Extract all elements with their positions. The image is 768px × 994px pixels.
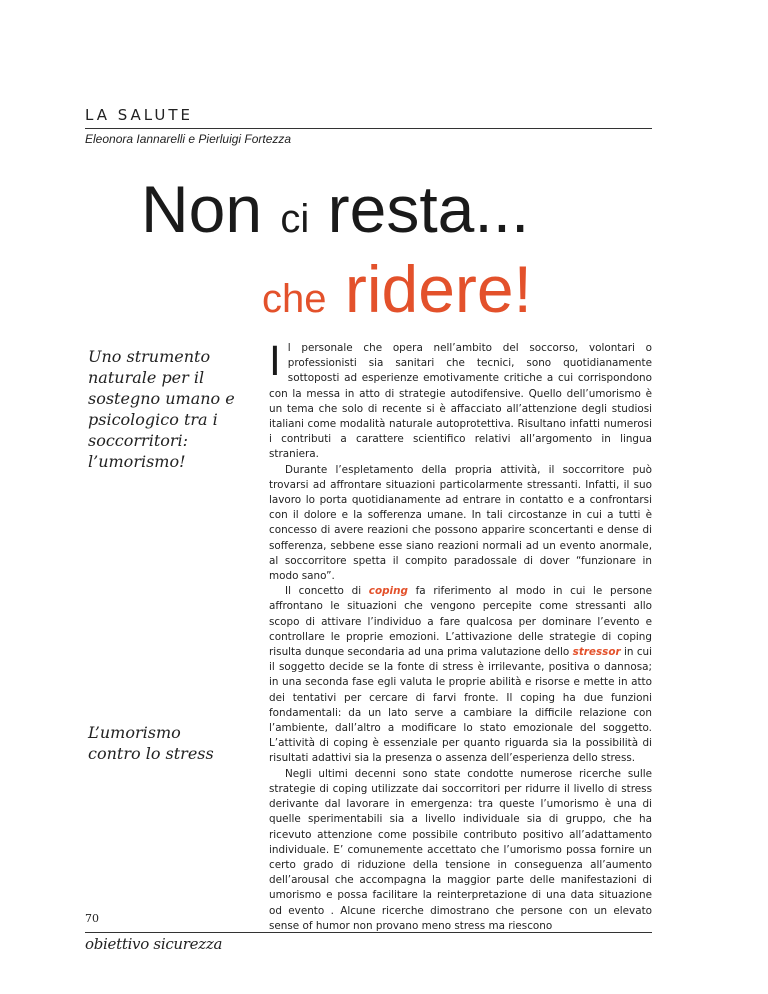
drop-cap: I	[269, 339, 281, 385]
sidebar-pull-quote: Uno strumento naturale per il sostegno umano e psicologico tra i soccorritori: l’umorismo!	[88, 347, 235, 471]
sidebar-subheading: L’umorismo contro lo stress	[88, 723, 214, 763]
article-title-line-1	[141, 172, 529, 256]
header-divider	[85, 128, 652, 129]
article-body	[269, 341, 652, 934]
article-authors: Eleonora Iannarelli e Pierluigi Fortezza	[85, 132, 292, 146]
paragraph-text: in cui il soggetto decide se la fonte di stress è irrilevante, positiva o dannosa; in una seconda fase egli valuta le proprie abilità e risorse e mette in atto dei tentativi per cercare di farvi fronte. Il coping ha due funzioni fondamentali: da un lato serve a cambiare la difficile relazione con l’ambiente, dall’altro a modificare lo stato emozionale del soggetto. L’attività di coping è essenziale per quanto riguarda sia la possibilità di risultati adattivi sia la presenza o assenza dell’esperienza dello stress.	[269, 646, 653, 765]
article-title-line-2	[262, 252, 532, 336]
keyword-coping: coping	[368, 585, 408, 598]
paragraph-text: Il concetto di	[285, 585, 369, 598]
paragraph-text: l personale che opera nell’ambito del soccorso, volontari o professionisti sia sanitari che tecnici, sono quotidianamente sottoposti ad esperienze emotivamente critiche a cui corrispondono con la messa in atto di strategie autodifensive. Quello dell’umorismo è un tema che solo di recente si è affacciato all’attenzione degli studiosi italiani come modalità naturale autoprotettiva. Risultano infatti numerosi i contributi a carattere scientifico relativi all’argomento in lingua straniera.	[269, 342, 652, 461]
title-word-ci: ci	[280, 197, 310, 241]
keyword-stressor: stressor	[572, 646, 621, 659]
paragraph-text: fa riferimento al modo in cui le persone affrontano le situazioni che vengono percepite come stressanti allo scopo di attivare l’individuo a fare qualcosa per dominare l’evento e controllare le proprie emozioni. L’attivazione delle strategie di coping risulta dunque secondaria ad una prima valutazione dello	[269, 585, 653, 659]
footer-divider	[85, 932, 652, 933]
section-label: LA SALUTE	[85, 106, 194, 124]
magazine-name: obiettivo sicurezza	[85, 935, 223, 953]
page-number: 70	[85, 912, 99, 925]
body-paragraph: Durante l’espletamento della propria attività, il soccorritore può trovarsi ad affrontare situazioni particolarmente stressanti. Infatti, il suo lavoro lo porta quotidianamente ad entrare in contatto e a confrontarsi con il dolore e la sofferenza umane. In tali circostanze in cui a tutti è concesso di avere reazioni che possono apparire sconcertanti e dense di sofferenza, sebbene esse siano reazioni normali ad un evento anormale, al soccorritore spetta il compito paradossale di dover “funzionare in modo sano”.	[269, 463, 652, 583]
title-word-ridere: ridere!	[344, 252, 532, 326]
title-word-che: che	[262, 277, 327, 321]
body-paragraph	[269, 341, 652, 463]
body-paragraph	[269, 584, 652, 766]
title-word-resta: resta...	[327, 172, 530, 246]
title-word-non: Non	[141, 172, 263, 246]
body-paragraph: Negli ultimi decenni sono state condotte numerose ricerche sulle strategie di coping utilizzate dai soccorritori per ridurre il livello di stress derivante dal lavorare in emergenza: tra queste l’umorismo è una di quelle sperimentabili sia a livello individuale sia di gruppo, che ha ricevuto attenzione come possibile contributo positivo all’adattamento individuale. E’ comunemente accettato che l’umorismo possa fornire un certo grado di riduzione della tensione in conseguenza all’aumento dell’arousal che accompagna la maggior parte delle manifestazioni di umorismo e possa facilitare la reinterpretazione di una data situazione od evento . Alcune ricerche dimostrano che persone con un elevato sense of humor non provano meno stress ma riescono	[269, 767, 652, 932]
